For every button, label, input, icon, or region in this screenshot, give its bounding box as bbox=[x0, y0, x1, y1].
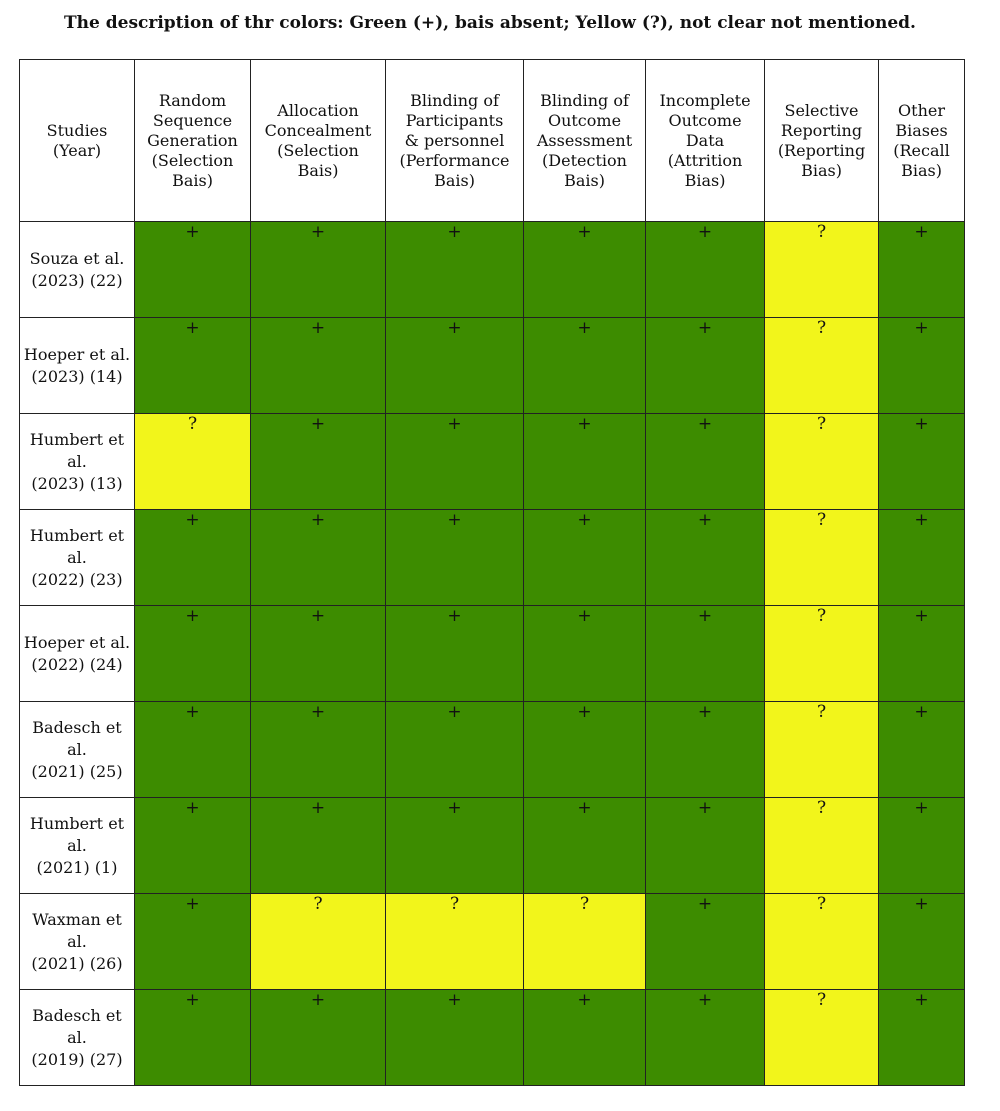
low-risk-cell: + bbox=[646, 222, 765, 318]
header-selective-reporting: Selective Reporting (Reporting Bias) bbox=[765, 60, 879, 222]
unclear-risk-cell: ? bbox=[524, 894, 646, 990]
header-studies-year: Studies (Year) bbox=[20, 60, 135, 222]
table-row bbox=[20, 414, 965, 510]
low-risk-cell: + bbox=[135, 510, 251, 606]
low-risk-cell: + bbox=[646, 702, 765, 798]
unclear-risk-cell: ? bbox=[765, 414, 879, 510]
low-risk-cell: + bbox=[879, 606, 965, 702]
low-risk-cell: + bbox=[135, 318, 251, 414]
low-risk-cell: + bbox=[135, 894, 251, 990]
low-risk-cell: + bbox=[879, 990, 965, 1086]
low-risk-cell: + bbox=[879, 222, 965, 318]
low-risk-cell: + bbox=[251, 414, 386, 510]
header-row bbox=[20, 60, 965, 222]
study-name-cell: Badesch et al. (2021) (25) bbox=[20, 702, 135, 798]
table-row bbox=[20, 510, 965, 606]
unclear-risk-cell: ? bbox=[251, 894, 386, 990]
header-other-biases: Other Biases (Recall Bias) bbox=[879, 60, 965, 222]
unclear-risk-cell: ? bbox=[765, 894, 879, 990]
table-row bbox=[20, 798, 965, 894]
low-risk-cell: + bbox=[251, 990, 386, 1086]
low-risk-cell: + bbox=[524, 510, 646, 606]
low-risk-cell: + bbox=[135, 606, 251, 702]
study-name-cell: Humbert et al. (2022) (23) bbox=[20, 510, 135, 606]
study-name-cell: Humbert et al. (2023) (13) bbox=[20, 414, 135, 510]
table-row bbox=[20, 894, 965, 990]
header-blinding-outcome-assessment: Blinding of Outcome Assessment (Detection Bais) bbox=[524, 60, 646, 222]
unclear-risk-cell: ? bbox=[386, 894, 524, 990]
low-risk-cell: + bbox=[646, 990, 765, 1086]
low-risk-cell: + bbox=[251, 222, 386, 318]
low-risk-cell: + bbox=[386, 510, 524, 606]
study-name-cell: Badesch et al. (2019) (27) bbox=[20, 990, 135, 1086]
low-risk-cell: + bbox=[524, 702, 646, 798]
unclear-risk-cell: ? bbox=[765, 318, 879, 414]
study-name-cell: Humbert et al. (2021) (1) bbox=[20, 798, 135, 894]
low-risk-cell: + bbox=[135, 798, 251, 894]
study-name-cell: Waxman et al. (2021) (26) bbox=[20, 894, 135, 990]
unclear-risk-cell: ? bbox=[765, 990, 879, 1086]
unclear-risk-cell: ? bbox=[765, 702, 879, 798]
study-name-cell: Hoeper et al. (2022) (24) bbox=[20, 606, 135, 702]
low-risk-cell: + bbox=[524, 990, 646, 1086]
study-name-cell: Souza et al. (2023) (22) bbox=[20, 222, 135, 318]
low-risk-cell: + bbox=[386, 414, 524, 510]
header-incomplete-outcome-data: Incomplete Outcome Data (Attrition Bias) bbox=[646, 60, 765, 222]
unclear-risk-cell: ? bbox=[765, 510, 879, 606]
low-risk-cell: + bbox=[251, 702, 386, 798]
table-row bbox=[20, 222, 965, 318]
low-risk-cell: + bbox=[386, 798, 524, 894]
low-risk-cell: + bbox=[646, 606, 765, 702]
low-risk-cell: + bbox=[135, 990, 251, 1086]
low-risk-cell: + bbox=[135, 702, 251, 798]
header-allocation-concealment: Allocation Concealment (Selection Bais) bbox=[251, 60, 386, 222]
low-risk-cell: + bbox=[879, 702, 965, 798]
low-risk-cell: + bbox=[646, 894, 765, 990]
low-risk-cell: + bbox=[524, 222, 646, 318]
unclear-risk-cell: ? bbox=[765, 222, 879, 318]
low-risk-cell: + bbox=[879, 414, 965, 510]
low-risk-cell: + bbox=[646, 510, 765, 606]
table-row bbox=[20, 606, 965, 702]
table-row bbox=[20, 702, 965, 798]
low-risk-cell: + bbox=[386, 606, 524, 702]
low-risk-cell: + bbox=[251, 606, 386, 702]
low-risk-cell: + bbox=[524, 318, 646, 414]
low-risk-cell: + bbox=[386, 990, 524, 1086]
unclear-risk-cell: ? bbox=[135, 414, 251, 510]
header-blinding-participants: Blinding of Participants & personnel (Performance Bais) bbox=[386, 60, 524, 222]
low-risk-cell: + bbox=[879, 510, 965, 606]
low-risk-cell: + bbox=[524, 414, 646, 510]
low-risk-cell: + bbox=[386, 702, 524, 798]
unclear-risk-cell: ? bbox=[765, 606, 879, 702]
risk-of-bias-table bbox=[19, 59, 965, 1086]
figure-caption: The description of thr colors: Green (+), bais absent; Yellow (?), not clear not mentioned. bbox=[64, 13, 916, 33]
header-random-sequence-generation: Random Sequence Generation (Selection Bais) bbox=[135, 60, 251, 222]
low-risk-cell: + bbox=[524, 798, 646, 894]
unclear-risk-cell: ? bbox=[765, 798, 879, 894]
low-risk-cell: + bbox=[879, 894, 965, 990]
low-risk-cell: + bbox=[251, 318, 386, 414]
low-risk-cell: + bbox=[524, 606, 646, 702]
low-risk-cell: + bbox=[646, 318, 765, 414]
table-row bbox=[20, 990, 965, 1086]
study-name-cell: Hoeper et al. (2023) (14) bbox=[20, 318, 135, 414]
low-risk-cell: + bbox=[879, 318, 965, 414]
low-risk-cell: + bbox=[251, 798, 386, 894]
low-risk-cell: + bbox=[386, 222, 524, 318]
table-row bbox=[20, 318, 965, 414]
low-risk-cell: + bbox=[251, 510, 386, 606]
low-risk-cell: + bbox=[879, 798, 965, 894]
low-risk-cell: + bbox=[646, 414, 765, 510]
low-risk-cell: + bbox=[386, 318, 524, 414]
low-risk-cell: + bbox=[135, 222, 251, 318]
low-risk-cell: + bbox=[646, 798, 765, 894]
